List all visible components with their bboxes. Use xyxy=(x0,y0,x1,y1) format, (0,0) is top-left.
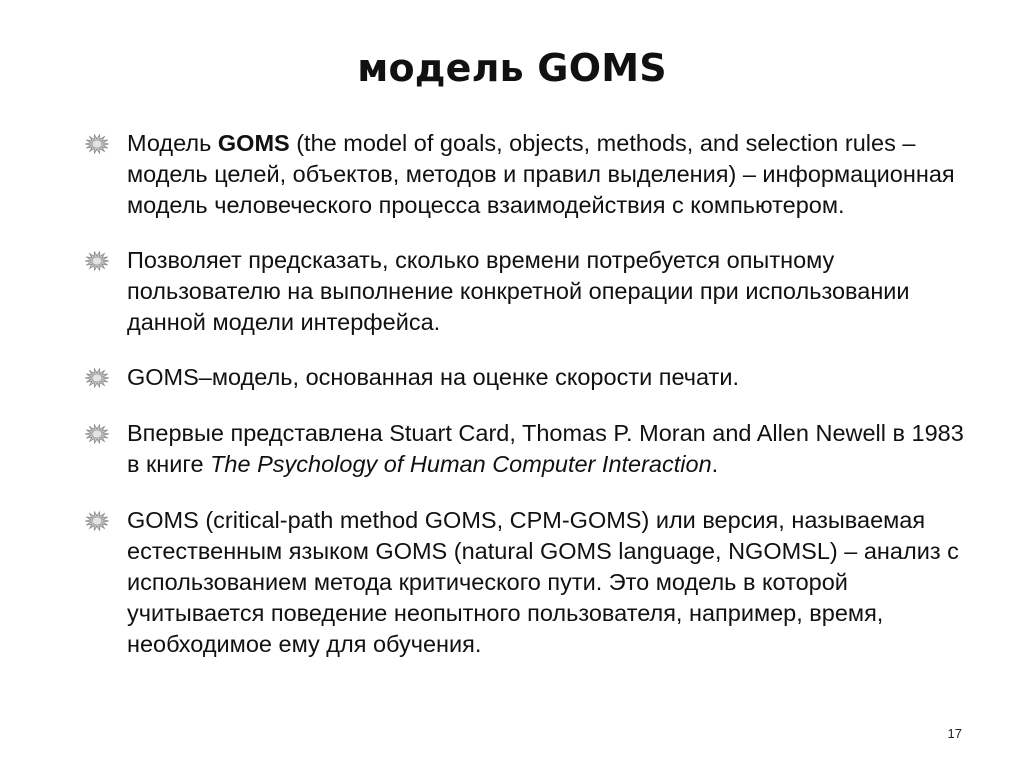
bullet-item-prediction xyxy=(84,245,974,338)
bullet-item-typing-speed xyxy=(84,362,974,393)
bullet-text-bold: GOMS xyxy=(217,130,290,156)
gear-flower-bullet-icon xyxy=(84,134,110,154)
gear-flower-bullet-icon xyxy=(84,368,110,388)
gear-flower-bullet-icon xyxy=(84,511,110,531)
bullet-item-cpm-goms xyxy=(84,505,974,660)
gear-flower-bullet-icon xyxy=(84,251,110,271)
bullet-text: GOMS (critical-path method GOMS, CPM-GOMS) или версия, называемая естественным языком GOMS (natural GOMS language, NGOMSL) – анализ с использованием метода критического пути. Это модель в которой учитывается поведение неопытного пользователя, например, время, необходимое ему для обучения. xyxy=(127,507,959,657)
bullet-text-post: (the model of goals, objects, methods, and selection rules – модель целей, объектов, методов и правил выделения) – информационная модель человеческого процесса взаимодействия с компьютером. xyxy=(127,130,955,218)
page-number: 17 xyxy=(947,726,962,741)
bullet-text-pre: Модель xyxy=(127,130,218,156)
bullet-item-goms-definition xyxy=(84,128,974,221)
bullet-text-pre: Впервые представлена Stuart Card, Thomas P. Moran and Allen Newell в 1983 в книге xyxy=(127,420,964,477)
gear-flower-bullet-icon xyxy=(84,424,110,444)
bullet-item-first-presented xyxy=(84,418,974,480)
bullet-text-post: . xyxy=(711,451,719,477)
bullet-text: Позволяет предсказать, сколько времени потребуется опытному пользователю на выполнение конкретной операции при использовании данной модели интерфейса. xyxy=(127,247,910,335)
slide-title: модель GOMS xyxy=(357,46,667,90)
bullet-list xyxy=(84,128,974,684)
bullet-text: GOMS–модель, основанная на оценке скорости печати. xyxy=(127,364,739,390)
book-title: The Psychology of Human Computer Interaction xyxy=(210,451,712,477)
